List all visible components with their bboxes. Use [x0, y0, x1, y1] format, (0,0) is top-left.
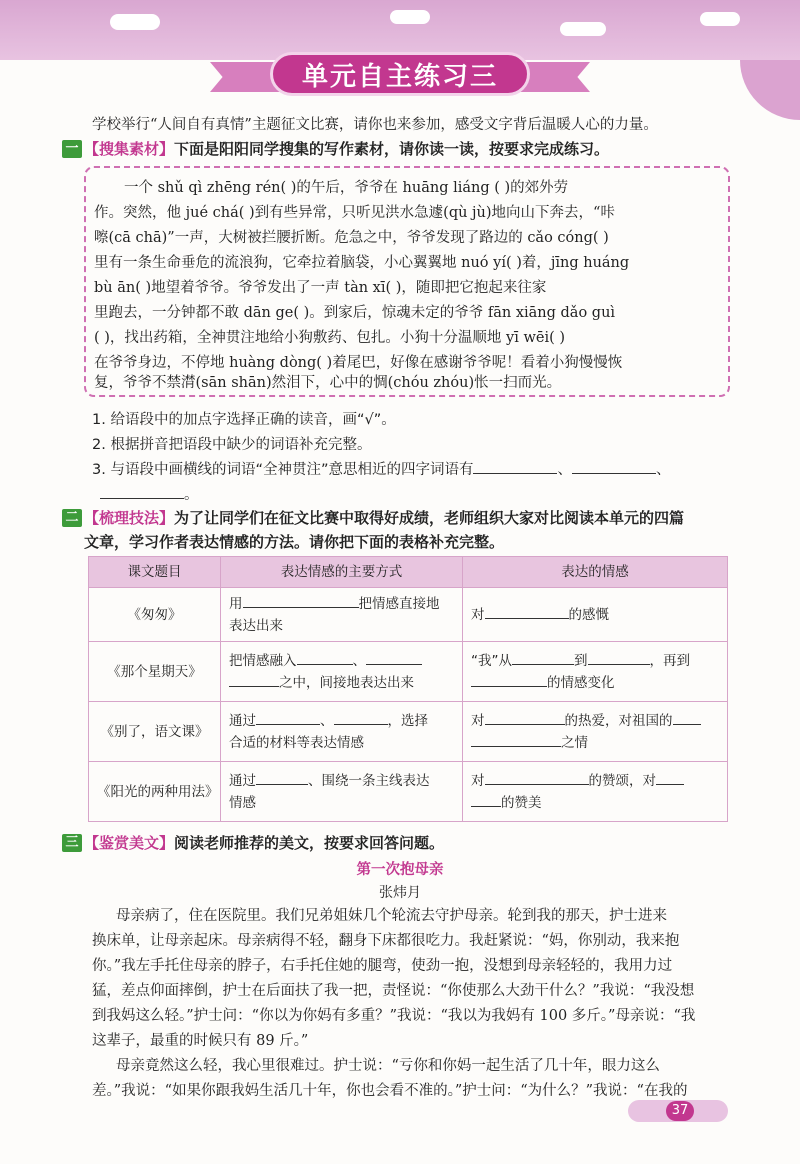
column-header: 表达的情感 [463, 557, 728, 588]
method-cell: 通过 、围绕一条主线表达 情感 [221, 762, 463, 822]
material-line: 复，爷爷不禁潸(sān shān)然泪下，心中的惆(chóu zhóu)怅一扫而光。 [94, 375, 562, 391]
section-number: 二 [62, 509, 82, 527]
material-line: bù ān( )地望着爷爷。爷爷发出了一声 tàn xī( )，随即把它抱起来往家 [94, 280, 547, 296]
question-3-continued: 。 [100, 483, 199, 504]
lesson-title: 《阳光的两种用法》 [89, 762, 221, 822]
emotion-cell: 对 的热爱，对祖国的 之情 [463, 702, 728, 762]
intro-text: 学校举行“人间自有真情”主题征文比赛，请你也来参加，感受文字背后温暖人心的力量。 [92, 117, 658, 133]
answer-blank[interactable] [334, 710, 388, 725]
material-line: 里有一条生命垂危的流浪狗，它牵拉着脑袋，小心翼翼地 nuó yí( )着，jīng huáng [94, 255, 630, 271]
article-author: 张炜月 [379, 885, 421, 901]
answer-blank[interactable] [471, 732, 561, 747]
material-line: 里跑去，一分钟都不敢 dān ge( )。到家后，惊魂未定的爷爷 fān xiāng dǎo guì [94, 305, 616, 321]
question-3: 3. 与语段中画横线的词语“全神贯注”意思相近的四字词语有 、 、 [92, 458, 670, 479]
answer-blank[interactable] [243, 593, 359, 608]
method-cell: 用 把情感直接地 表达出来 [221, 588, 463, 642]
answer-blank[interactable] [471, 792, 501, 807]
method-cell: 通过 、 ，选择 合适的材料等表达情感 [221, 702, 463, 762]
answer-blank[interactable] [673, 710, 701, 725]
column-header: 课文题目 [89, 557, 221, 588]
article-line: 母亲竟然这么轻，我心里很难过。护士说：“亏你和你妈一起生活了几十年，眼力这么 [116, 1058, 660, 1074]
answer-blank[interactable] [297, 650, 353, 665]
section-instruction: 下面是阳阳同学搜集的写作素材，请你读一读，按要求完成练习。 [174, 140, 610, 158]
table-header-row [89, 557, 728, 588]
question-1: 1. 给语段中的加点字选择正确的读音，画“√”。 [92, 412, 396, 428]
answer-blank[interactable] [588, 650, 650, 665]
question-2: 2. 根据拼音把语段中缺少的词语补充完整。 [92, 437, 372, 453]
answer-blank[interactable] [366, 650, 422, 665]
answer-blank[interactable] [100, 484, 184, 499]
cloud-decoration [560, 22, 606, 36]
corner-decoration [740, 60, 800, 120]
emotion-cell: 对 的感慨 [463, 588, 728, 642]
column-header: 表达情感的主要方式 [221, 557, 463, 588]
answer-blank[interactable] [485, 710, 565, 725]
answer-blank[interactable] [485, 604, 569, 619]
article-line: 换床单，让母亲起床。母亲病得不轻，翻身下床都很吃力。我赶紧说：“妈，你别动，我来抱 [92, 933, 680, 949]
table-row [89, 702, 728, 762]
article-line: 差。”我说：“如果你跟我妈生活几十年，你也会看不准的。”护士问：“为什么？”我说：“在我的 [92, 1083, 688, 1099]
material-line: 作。突然，他 jué chá( )到有些异常，只听见洪水急遽(qù jù)地向山下奔去，“咔 [94, 205, 615, 221]
section-tag: 【鉴赏美文】 [84, 834, 175, 852]
article-title: 第一次抱母亲 [356, 862, 444, 878]
section-number: 一 [62, 140, 82, 158]
section-instruction: 为了让同学们在征文比赛中取得好成绩，老师组织大家对比阅读本单元的四篇 [174, 509, 685, 527]
answer-blank[interactable] [473, 459, 557, 474]
answer-blank[interactable] [656, 770, 684, 785]
section-tag: 【搜集素材】 [84, 140, 175, 158]
page-number-badge [628, 1100, 728, 1122]
article-line: 你。”我左手托住母亲的脖子，右手托住她的腿弯，使劲一抱，没想到母亲轻轻的，我用力过 [92, 958, 673, 974]
article-line: 猛，差点仰面摔倒，护士在后面扶了我一把，责怪说：“你使那么大劲干什么？”我说：“我没想 [92, 983, 695, 999]
answer-blank[interactable] [512, 650, 574, 665]
method-cell: 把情感融入 、 之中，间接地表达出来 [221, 642, 463, 702]
emotion-cell: 对 的赞颂，对 的赞美 [463, 762, 728, 822]
answer-blank[interactable] [229, 672, 279, 687]
section-3-heading [62, 832, 444, 853]
material-line: 在爷爷身边，不停地 huàng dòng( )着尾巴，好像在感谢爷爷呢！看着小狗慢慢恢 [94, 355, 623, 371]
cloud-decoration [700, 12, 740, 26]
lesson-title: 《那个星期天》 [89, 642, 221, 702]
summary-table [88, 556, 728, 822]
page-number: 37 [666, 1101, 694, 1121]
article-line: 到我妈这么轻。”护士问：“你以为你妈有多重？”我说：“我以为我妈有 100 多斤。”母亲说：“我 [92, 1008, 696, 1024]
section-2-heading [62, 507, 684, 528]
material-line: 一个 shǔ qì zhēng rén( )的午后，爷爷在 huāng liáng ( )的郊外劳 [124, 180, 569, 196]
section-2-heading-continued: 文章，学习作者表达情感的方法。请你把下面的表格补充完整。 [84, 533, 505, 551]
material-line: 嚓(cā chā)”一声，大树被拦腰折断。危急之中，爷爷发现了路边的 cǎo cóng( ) [94, 230, 609, 246]
cloud-decoration [110, 14, 160, 30]
table-row [89, 588, 728, 642]
page-title: 单元自主练习三 [270, 52, 530, 96]
answer-blank[interactable] [471, 672, 547, 687]
material-line: ( )，找出药箱，全神贯注地给小狗敷药、包扎。小狗十分温顺地 yī wēi( ) [94, 330, 566, 346]
answer-blank[interactable] [485, 770, 589, 785]
top-banner [0, 0, 800, 60]
title-ribbon [210, 52, 590, 100]
section-number: 三 [62, 834, 82, 852]
lesson-title: 《别了，语文课》 [89, 702, 221, 762]
lesson-title: 《匆匆》 [89, 588, 221, 642]
answer-blank[interactable] [572, 459, 656, 474]
section-instruction: 阅读老师推荐的美文，按要求回答问题。 [174, 834, 445, 852]
article-line: 母亲病了，住在医院里。我们兄弟姐妹几个轮流去守护母亲。轮到我的那天，护士进来 [116, 908, 667, 924]
emotion-cell: “我”从 到 ，再到 的情感变化 [463, 642, 728, 702]
answer-blank[interactable] [256, 770, 308, 785]
cloud-decoration [390, 10, 430, 24]
section-tag: 【梳理技法】 [84, 509, 175, 527]
article-line: 这辈子，最重的时候只有 89 斤。” [92, 1033, 309, 1049]
answer-blank[interactable] [256, 710, 320, 725]
table-row [89, 762, 728, 822]
section-1-heading [62, 138, 609, 159]
table-row [89, 642, 728, 702]
